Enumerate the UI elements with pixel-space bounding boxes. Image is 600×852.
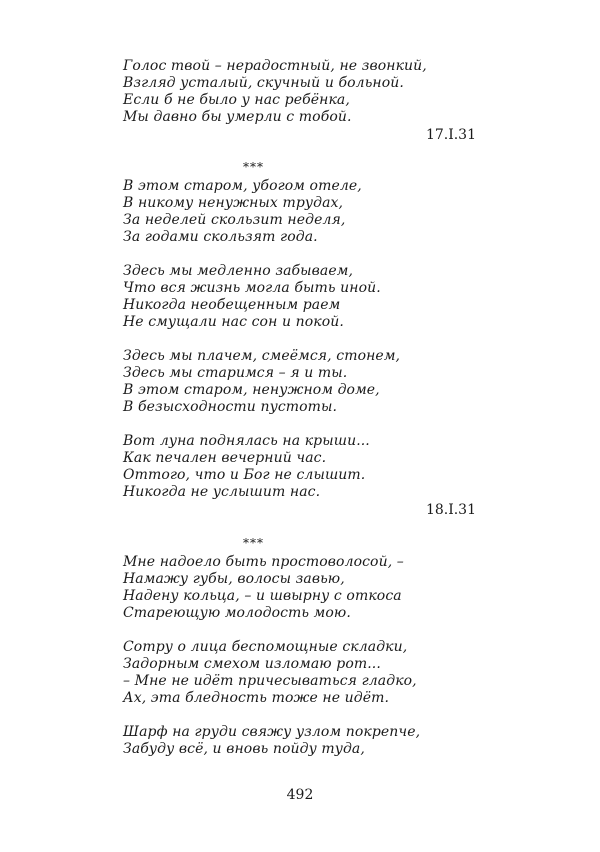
poem2-line-12: В безысходности пустоты.	[123, 399, 338, 415]
poem2-line-8: Не смущали нас сон и покой.	[123, 314, 344, 330]
poem2-date: 18.I.31	[425, 502, 476, 518]
poem3-line-5: Сотру о лица беспомощные складки,	[123, 639, 408, 655]
poem2-line-11: В этом старом, ненужном доме,	[123, 382, 380, 398]
page-number: 492	[286, 787, 314, 803]
poem3-line-2: Намажу губы, волосы завью,	[123, 571, 345, 587]
poem1-line-2: Взгляд усталый, скучный и больной.	[123, 75, 404, 91]
poem2-line-4: За годами скользят года.	[123, 229, 318, 245]
poem1-line-3: Если б не было у нас ребёнка,	[123, 92, 350, 108]
poem3-line-9: Шарф на груди свяжу узлом покрепче,	[123, 724, 421, 740]
poem2-line-14: Как печален вечерний час.	[123, 450, 327, 466]
poem2-line-6: Что вся жизнь могла быть иной.	[123, 280, 381, 296]
poem3-line-4: Стареющую молодость мою.	[123, 605, 351, 621]
poem1-date: 17.I.31	[425, 127, 476, 143]
poem3-line-7: – Мне не идёт причесываться гладко,	[123, 673, 417, 689]
poem1-line-4: Мы давно бы умерли с тобой.	[123, 109, 352, 125]
poem2-line-16: Никогда не услышит нас.	[123, 484, 321, 500]
poem2-line-5: Здесь мы медленно забываем,	[123, 263, 354, 279]
poem2-line-3: За неделей скользит неделя,	[123, 212, 346, 228]
poem2-line-1: В этом старом, убогом отеле,	[123, 178, 362, 194]
poem3-line-6: Задорным смехом изломаю рот...	[123, 656, 381, 672]
poem3-line-1: Мне надоело быть простоволосой, –	[123, 554, 404, 570]
poem3-line-10: Забуду всё, и вновь пойду туда,	[123, 741, 365, 757]
poem2-line-15: Оттого, что и Бог не слышит.	[123, 467, 366, 483]
poem3-separator: ***	[243, 536, 264, 550]
poem3-line-8: Ах, эта бледность тоже не идёт.	[123, 690, 390, 706]
poem2-line-7: Никогда необещенным раем	[123, 297, 341, 313]
poem2-line-2: В никому ненужных трудах,	[123, 195, 344, 211]
poem1-line-1: Голос твой – нерадостный, не звонкий,	[123, 58, 427, 74]
poem2-line-9: Здесь мы плачем, смеёмся, стонем,	[123, 348, 401, 364]
poem2-separator: ***	[243, 160, 264, 174]
poem3-line-3: Надену кольца, – и швырну с откоса	[123, 588, 402, 604]
poem2-line-10: Здесь мы старимся – я и ты.	[123, 365, 348, 381]
poem2-line-13: Вот луна поднялась на крыши...	[123, 433, 370, 449]
